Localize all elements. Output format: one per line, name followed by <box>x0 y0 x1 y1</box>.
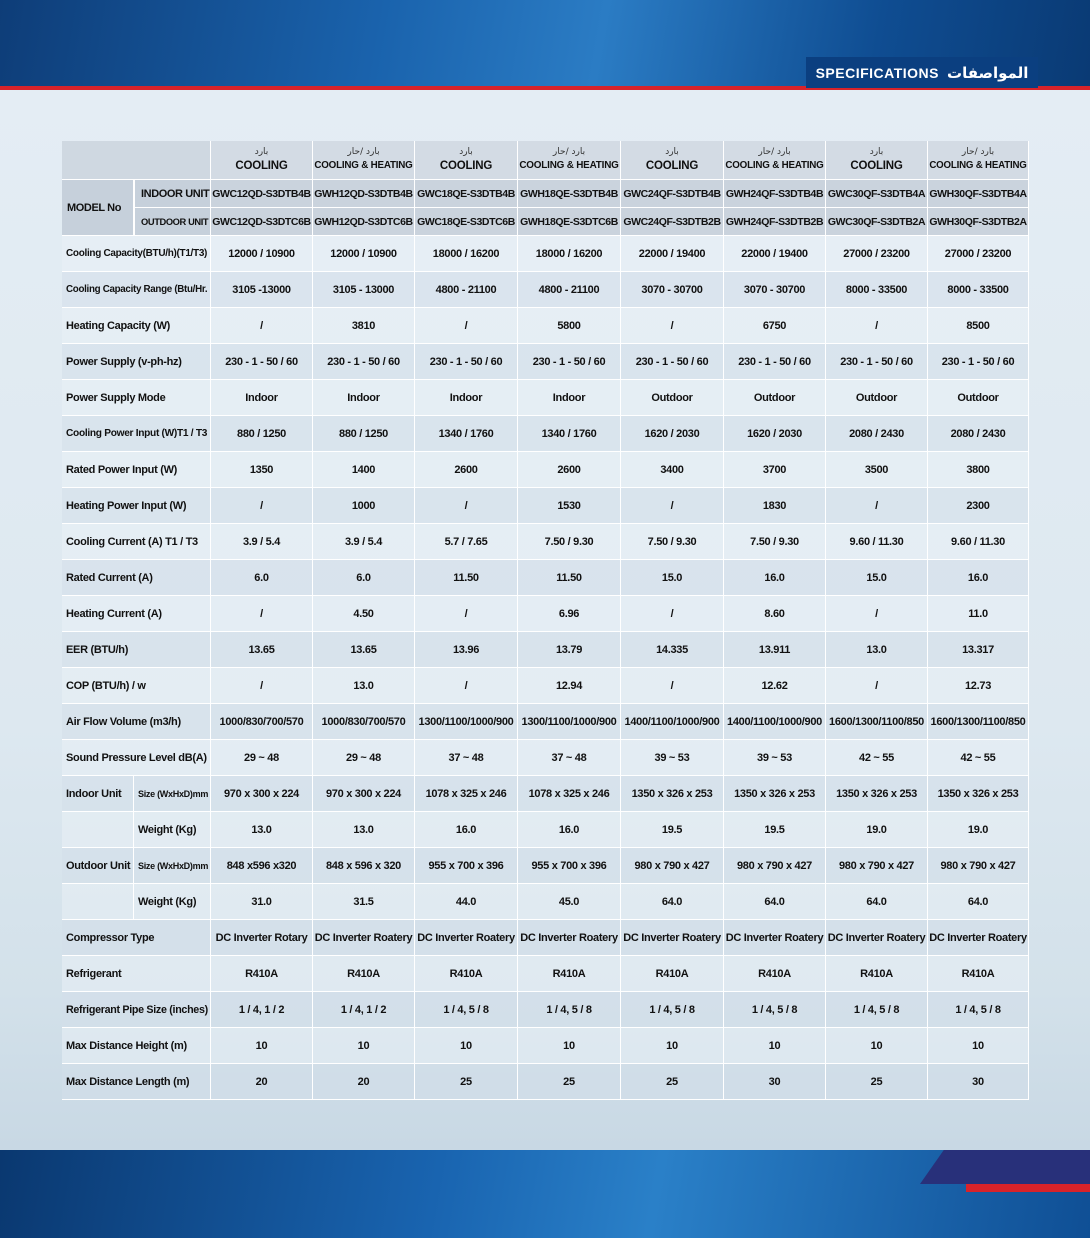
value-cell: 30 <box>724 1064 826 1100</box>
row-label: Rated Current (A) <box>62 560 211 596</box>
value-cell: 30 <box>928 1064 1029 1100</box>
value-cell: R410A <box>621 956 724 992</box>
value-cell: 2600 <box>415 452 518 488</box>
spec-row <box>62 920 1029 956</box>
value-cell: 3400 <box>621 452 724 488</box>
value-cell: 42 ~ 55 <box>826 740 928 776</box>
header-corner-cell <box>62 141 211 180</box>
value-cell: 3.9 / 5.4 <box>211 524 313 560</box>
value-cell: DC Inverter Roatery <box>724 920 826 956</box>
column-header-english: COOLING & HEATING <box>314 159 413 171</box>
value-cell: 13.317 <box>928 632 1029 668</box>
column-header-4 <box>518 141 621 180</box>
column-header-arabic: بارد <box>459 146 473 157</box>
size-label: Size (WxHxD)mm <box>134 848 211 884</box>
column-header-6 <box>724 141 826 180</box>
outdoor-unit-weight-row <box>62 884 1029 920</box>
column-header-7 <box>826 141 928 180</box>
value-cell: 12.73 <box>928 668 1029 704</box>
value-cell: 27000 / 23200 <box>826 236 928 272</box>
value-cell: 13.0 <box>826 632 928 668</box>
value-cell: 13.65 <box>313 632 415 668</box>
value-cell: 6.96 <box>518 596 621 632</box>
value-cell: 29 ~ 48 <box>211 740 313 776</box>
value-cell: 1078 x 325 x 246 <box>415 776 518 812</box>
row-label: Heating Power Input (W) <box>62 488 211 524</box>
value-cell: 8000 - 33500 <box>928 272 1029 308</box>
specifications-table <box>62 141 1029 1100</box>
row-label: Cooling Capacity Range (Btu/Hr. <box>62 272 211 308</box>
value-cell: 6750 <box>724 308 826 344</box>
value-cell: / <box>211 668 313 704</box>
value-cell: 3800 <box>928 452 1029 488</box>
value-cell: 955 x 700 x 396 <box>518 848 621 884</box>
footer-navy-accent <box>920 1150 1090 1184</box>
value-cell: 1000 <box>313 488 415 524</box>
value-cell: 1300/1100/1000/900 <box>518 704 621 740</box>
value-cell: 64.0 <box>724 884 826 920</box>
value-cell: 1000/830/700/570 <box>211 704 313 740</box>
value-cell: DC Inverter Roatery <box>621 920 724 956</box>
value-cell: 39 ~ 53 <box>724 740 826 776</box>
row-label: Heating Current (A) <box>62 596 211 632</box>
value-cell: 230 - 1 - 50 / 60 <box>928 344 1029 380</box>
column-header-8 <box>928 141 1029 180</box>
value-cell: 10 <box>826 1028 928 1064</box>
value-cell: 19.5 <box>621 812 724 848</box>
value-cell: 39 ~ 53 <box>621 740 724 776</box>
column-header-2 <box>313 141 415 180</box>
row-label: COP (BTU/h) / w <box>62 668 211 704</box>
value-cell: 25 <box>415 1064 518 1100</box>
value-cell: 13.0 <box>211 812 313 848</box>
column-header-arabic: بارد <box>254 146 269 157</box>
indoor-unit-blank-cell <box>62 812 134 848</box>
row-label: Compressor Type <box>62 920 211 956</box>
column-header-arabic: بارد <box>869 146 884 157</box>
value-cell: 970 x 300 x 224 <box>313 776 415 812</box>
row-label: Heating Capacity (W) <box>62 308 211 344</box>
value-cell: 7.50 / 9.30 <box>518 524 621 560</box>
specifications-title-en: SPECIFICATIONS <box>815 64 940 81</box>
value-cell: 1600/1300/1100/850 <box>928 704 1029 740</box>
value-cell: 3105 - 13000 <box>313 272 415 308</box>
model-number-label: MODEL No <box>62 180 134 236</box>
value-cell: 980 x 790 x 427 <box>724 848 826 884</box>
value-cell: R410A <box>724 956 826 992</box>
outdoor-model-cell: GWC18QE-S3DTC6B <box>415 208 518 236</box>
value-cell: 880 / 1250 <box>313 416 415 452</box>
outdoor-model-cell: GWH24QF-S3DTB2B <box>724 208 826 236</box>
column-header-english: COOLING <box>850 159 903 172</box>
column-header-english: COOLING <box>235 159 288 172</box>
spec-row <box>62 560 1029 596</box>
value-cell: / <box>415 596 518 632</box>
spec-row <box>62 452 1029 488</box>
column-header-5 <box>621 141 724 180</box>
value-cell: 4800 - 21100 <box>415 272 518 308</box>
value-cell: 20 <box>313 1064 415 1100</box>
value-cell: 20 <box>211 1064 313 1100</box>
footer-band <box>0 1150 1090 1238</box>
value-cell: 2600 <box>518 452 621 488</box>
value-cell: / <box>826 308 928 344</box>
value-cell: 2300 <box>928 488 1029 524</box>
value-cell: 45.0 <box>518 884 621 920</box>
value-cell: 1000/830/700/570 <box>313 704 415 740</box>
value-cell: 18000 / 16200 <box>415 236 518 272</box>
row-label: Refrigerant Pipe Size (inches) <box>62 992 211 1028</box>
value-cell: 10 <box>621 1028 724 1064</box>
value-cell: / <box>826 596 928 632</box>
value-cell: 1 / 4, 1 / 2 <box>313 992 415 1028</box>
value-cell: 18000 / 16200 <box>518 236 621 272</box>
value-cell: 6.0 <box>211 560 313 596</box>
value-cell: 1350 x 326 x 253 <box>621 776 724 812</box>
value-cell: 10 <box>211 1028 313 1064</box>
value-cell: 64.0 <box>621 884 724 920</box>
value-cell: 8.60 <box>724 596 826 632</box>
value-cell: / <box>621 488 724 524</box>
value-cell: / <box>415 668 518 704</box>
value-cell: / <box>211 596 313 632</box>
value-cell: 10 <box>415 1028 518 1064</box>
value-cell: 2080 / 2430 <box>826 416 928 452</box>
value-cell: 8500 <box>928 308 1029 344</box>
value-cell: 3105 -13000 <box>211 272 313 308</box>
indoor-model-cell: GWC12QD-S3DTB4B <box>211 180 313 208</box>
value-cell: 64.0 <box>826 884 928 920</box>
value-cell: 980 x 790 x 427 <box>826 848 928 884</box>
spec-row <box>62 704 1029 740</box>
column-header-arabic: بارد /حار <box>961 146 995 157</box>
spec-row <box>62 956 1029 992</box>
value-cell: Indoor <box>313 380 415 416</box>
row-label: EER (BTU/h) <box>62 632 211 668</box>
value-cell: 29 ~ 48 <box>313 740 415 776</box>
value-cell: 1300/1100/1000/900 <box>415 704 518 740</box>
value-cell: Indoor <box>518 380 621 416</box>
value-cell: 13.79 <box>518 632 621 668</box>
value-cell: 10 <box>313 1028 415 1064</box>
value-cell: 22000 / 19400 <box>621 236 724 272</box>
value-cell: 1400/1100/1000/900 <box>724 704 826 740</box>
value-cell: / <box>415 308 518 344</box>
outdoor-unit-label: Outdoor Unit <box>62 848 134 884</box>
value-cell: 1350 x 326 x 253 <box>826 776 928 812</box>
indoor-model-cell: GWH18QE-S3DTB4B <box>518 180 621 208</box>
value-cell: 9.60 / 11.30 <box>928 524 1029 560</box>
value-cell: Outdoor <box>928 380 1029 416</box>
outdoor-unit-blank-cell <box>62 884 134 920</box>
value-cell: / <box>826 488 928 524</box>
value-cell: 1830 <box>724 488 826 524</box>
value-cell: 13.96 <box>415 632 518 668</box>
column-header-arabic: بارد /حار <box>758 146 791 157</box>
row-label: Cooling Current (A) T1 / T3 <box>62 524 211 560</box>
value-cell: 22000 / 19400 <box>724 236 826 272</box>
spec-row <box>62 272 1029 308</box>
value-cell: 230 - 1 - 50 / 60 <box>211 344 313 380</box>
indoor-unit-label: Indoor Unit <box>62 776 134 812</box>
value-cell: 1 / 4, 5 / 8 <box>826 992 928 1028</box>
row-label: Refrigerant <box>62 956 211 992</box>
value-cell: 230 - 1 - 50 / 60 <box>415 344 518 380</box>
value-cell: 16.0 <box>518 812 621 848</box>
column-header-english: COOLING <box>645 159 699 172</box>
model-indoor-row <box>62 180 1029 208</box>
spec-row <box>62 308 1029 344</box>
value-cell: 64.0 <box>928 884 1029 920</box>
value-cell: / <box>826 668 928 704</box>
spec-row <box>62 632 1029 668</box>
value-cell: 25 <box>518 1064 621 1100</box>
value-cell: DC Inverter Roatery <box>928 920 1029 956</box>
value-cell: 13.65 <box>211 632 313 668</box>
indoor-unit-size-row <box>62 776 1029 812</box>
value-cell: R410A <box>415 956 518 992</box>
value-cell: DC Inverter Roatery <box>415 920 518 956</box>
footer-red-accent <box>966 1184 1090 1192</box>
row-label: Max Distance Length (m) <box>62 1064 211 1100</box>
value-cell: R410A <box>826 956 928 992</box>
value-cell: 1340 / 1760 <box>415 416 518 452</box>
column-header-english: COOLING & HEATING <box>519 159 619 171</box>
value-cell: 1 / 4, 5 / 8 <box>518 992 621 1028</box>
spec-row <box>62 344 1029 380</box>
value-cell: 11.50 <box>415 560 518 596</box>
value-cell: 37 ~ 48 <box>415 740 518 776</box>
row-label: Rated Power Input (W) <box>62 452 211 488</box>
value-cell: 25 <box>621 1064 724 1100</box>
outdoor-unit-label: OUTDOOR UNIT <box>134 208 211 236</box>
value-cell: 1 / 4, 1 / 2 <box>211 992 313 1028</box>
value-cell: 12.94 <box>518 668 621 704</box>
value-cell: / <box>621 596 724 632</box>
value-cell: / <box>621 668 724 704</box>
value-cell: 1 / 4, 5 / 8 <box>928 992 1029 1028</box>
value-cell: 3070 - 30700 <box>621 272 724 308</box>
weight-label: Weight (Kg) <box>134 884 211 920</box>
specifications-title-ar: المواصفات <box>947 63 1029 82</box>
value-cell: 3500 <box>826 452 928 488</box>
value-cell: 11.0 <box>928 596 1029 632</box>
value-cell: 42 ~ 55 <box>928 740 1029 776</box>
value-cell: 970 x 300 x 224 <box>211 776 313 812</box>
spec-row <box>62 416 1029 452</box>
value-cell: / <box>211 488 313 524</box>
value-cell: 880 / 1250 <box>211 416 313 452</box>
value-cell: DC Inverter Rotary <box>211 920 313 956</box>
column-header-arabic: بارد <box>665 146 679 157</box>
indoor-model-cell: GWC30QF-S3DTB4A <box>826 180 928 208</box>
header-row <box>62 141 1029 180</box>
value-cell: Outdoor <box>724 380 826 416</box>
value-cell: 15.0 <box>621 560 724 596</box>
value-cell: 230 - 1 - 50 / 60 <box>621 344 724 380</box>
value-cell: 230 - 1 - 50 / 60 <box>826 344 928 380</box>
value-cell: 14.335 <box>621 632 724 668</box>
value-cell: 5.7 / 7.65 <box>415 524 518 560</box>
column-header-3 <box>415 141 518 180</box>
outdoor-model-cell: GWH18QE-S3DTC6B <box>518 208 621 236</box>
value-cell: 44.0 <box>415 884 518 920</box>
size-label: Size (WxHxD)mm <box>134 776 211 812</box>
value-cell: 1620 / 2030 <box>724 416 826 452</box>
value-cell: Outdoor <box>621 380 724 416</box>
spec-row <box>62 740 1029 776</box>
value-cell: 2080 / 2430 <box>928 416 1029 452</box>
spec-row <box>62 380 1029 416</box>
value-cell: 16.0 <box>928 560 1029 596</box>
value-cell: 1600/1300/1100/850 <box>826 704 928 740</box>
value-cell: 10 <box>928 1028 1029 1064</box>
value-cell: 31.0 <box>211 884 313 920</box>
outdoor-unit-size-row <box>62 848 1029 884</box>
spec-row <box>62 596 1029 632</box>
value-cell: 980 x 790 x 427 <box>621 848 724 884</box>
spec-row <box>62 1064 1029 1100</box>
row-label: Max Distance Height (m) <box>62 1028 211 1064</box>
value-cell: 16.0 <box>724 560 826 596</box>
column-header-arabic: بارد /حار <box>347 146 380 157</box>
spec-row <box>62 992 1029 1028</box>
value-cell: 31.5 <box>313 884 415 920</box>
value-cell: Indoor <box>415 380 518 416</box>
spec-row <box>62 488 1029 524</box>
model-outdoor-row <box>62 208 1029 236</box>
indoor-model-cell: GWH24QF-S3DTB4B <box>724 180 826 208</box>
value-cell: 1400/1100/1000/900 <box>621 704 724 740</box>
value-cell: 1 / 4, 5 / 8 <box>415 992 518 1028</box>
outdoor-model-cell: GWC30QF-S3DTB2A <box>826 208 928 236</box>
value-cell: 12000 / 10900 <box>211 236 313 272</box>
value-cell: DC Inverter Roatery <box>313 920 415 956</box>
value-cell: 10 <box>518 1028 621 1064</box>
value-cell: / <box>211 308 313 344</box>
value-cell: 5800 <box>518 308 621 344</box>
value-cell: 1078 x 325 x 246 <box>518 776 621 812</box>
value-cell: 13.0 <box>313 812 415 848</box>
value-cell: Outdoor <box>826 380 928 416</box>
value-cell: 12000 / 10900 <box>313 236 415 272</box>
row-label: Cooling Capacity(BTU/h)(T1/T3) <box>62 236 211 272</box>
column-header-1 <box>211 141 313 180</box>
value-cell: 27000 / 23200 <box>928 236 1029 272</box>
column-header-arabic: بارد /حار <box>552 146 586 157</box>
value-cell: 955 x 700 x 396 <box>415 848 518 884</box>
value-cell: 230 - 1 - 50 / 60 <box>518 344 621 380</box>
value-cell: 9.60 / 11.30 <box>826 524 928 560</box>
value-cell: 13.911 <box>724 632 826 668</box>
value-cell: 19.5 <box>724 812 826 848</box>
column-header-english: COOLING & HEATING <box>929 159 1027 171</box>
value-cell: 19.0 <box>928 812 1029 848</box>
value-cell: 1350 <box>211 452 313 488</box>
value-cell: Indoor <box>211 380 313 416</box>
value-cell: 3810 <box>313 308 415 344</box>
spec-row <box>62 668 1029 704</box>
outdoor-model-cell: GWH12QD-S3DTC6B <box>313 208 415 236</box>
indoor-model-cell: GWH12QD-S3DTB4B <box>313 180 415 208</box>
spec-row <box>62 524 1029 560</box>
value-cell: 16.0 <box>415 812 518 848</box>
value-cell: 1620 / 2030 <box>621 416 724 452</box>
value-cell: 25 <box>826 1064 928 1100</box>
indoor-model-cell: GWC24QF-S3DTB4B <box>621 180 724 208</box>
specifications-tab <box>806 57 1038 88</box>
value-cell: / <box>621 308 724 344</box>
value-cell: 11.50 <box>518 560 621 596</box>
row-label: Sound Pressure Level dB(A) <box>62 740 211 776</box>
indoor-unit-label: INDOOR UNIT <box>134 180 211 208</box>
row-label: Cooling Power Input (W)T1 / T3 <box>62 416 211 452</box>
value-cell: 12.62 <box>724 668 826 704</box>
row-label: Power Supply Mode <box>62 380 211 416</box>
value-cell: / <box>415 488 518 524</box>
row-label: Power Supply (v-ph-hz) <box>62 344 211 380</box>
value-cell: DC Inverter Roatery <box>826 920 928 956</box>
value-cell: 1 / 4, 5 / 8 <box>724 992 826 1028</box>
value-cell: R410A <box>518 956 621 992</box>
indoor-model-cell: GWC18QE-S3DTB4B <box>415 180 518 208</box>
indoor-model-cell: GWH30QF-S3DTB4A <box>928 180 1029 208</box>
value-cell: R410A <box>313 956 415 992</box>
value-cell: 1 / 4, 5 / 8 <box>621 992 724 1028</box>
value-cell: DC Inverter Roatery <box>518 920 621 956</box>
value-cell: 3.9 / 5.4 <box>313 524 415 560</box>
value-cell: 3700 <box>724 452 826 488</box>
value-cell: 8000 - 33500 <box>826 272 928 308</box>
value-cell: 1340 / 1760 <box>518 416 621 452</box>
value-cell: 13.0 <box>313 668 415 704</box>
value-cell: 230 - 1 - 50 / 60 <box>313 344 415 380</box>
value-cell: 10 <box>724 1028 826 1064</box>
weight-label: Weight (Kg) <box>134 812 211 848</box>
outdoor-model-cell: GWH30QF-S3DTB2A <box>928 208 1029 236</box>
value-cell: 3070 - 30700 <box>724 272 826 308</box>
value-cell: 4800 - 21100 <box>518 272 621 308</box>
value-cell: 848 x 596 x 320 <box>313 848 415 884</box>
value-cell: 6.0 <box>313 560 415 596</box>
value-cell: 230 - 1 - 50 / 60 <box>724 344 826 380</box>
value-cell: 1530 <box>518 488 621 524</box>
indoor-unit-weight-row <box>62 812 1029 848</box>
value-cell: R410A <box>928 956 1029 992</box>
value-cell: 19.0 <box>826 812 928 848</box>
row-label: Air Flow Volume (m3/h) <box>62 704 211 740</box>
value-cell: 980 x 790 x 427 <box>928 848 1029 884</box>
column-header-english: COOLING & HEATING <box>725 159 824 171</box>
spec-row <box>62 1028 1029 1064</box>
value-cell: 1350 x 326 x 253 <box>724 776 826 812</box>
column-header-english: COOLING <box>439 159 493 172</box>
value-cell: 7.50 / 9.30 <box>724 524 826 560</box>
value-cell: 1350 x 326 x 253 <box>928 776 1029 812</box>
value-cell: 15.0 <box>826 560 928 596</box>
value-cell: 1400 <box>313 452 415 488</box>
value-cell: 37 ~ 48 <box>518 740 621 776</box>
outdoor-model-cell: GWC24QF-S3DTB2B <box>621 208 724 236</box>
value-cell: 4.50 <box>313 596 415 632</box>
spec-row <box>62 236 1029 272</box>
value-cell: 7.50 / 9.30 <box>621 524 724 560</box>
value-cell: R410A <box>211 956 313 992</box>
value-cell: 848 x596 x320 <box>211 848 313 884</box>
outdoor-model-cell: GWC12QD-S3DTC6B <box>211 208 313 236</box>
